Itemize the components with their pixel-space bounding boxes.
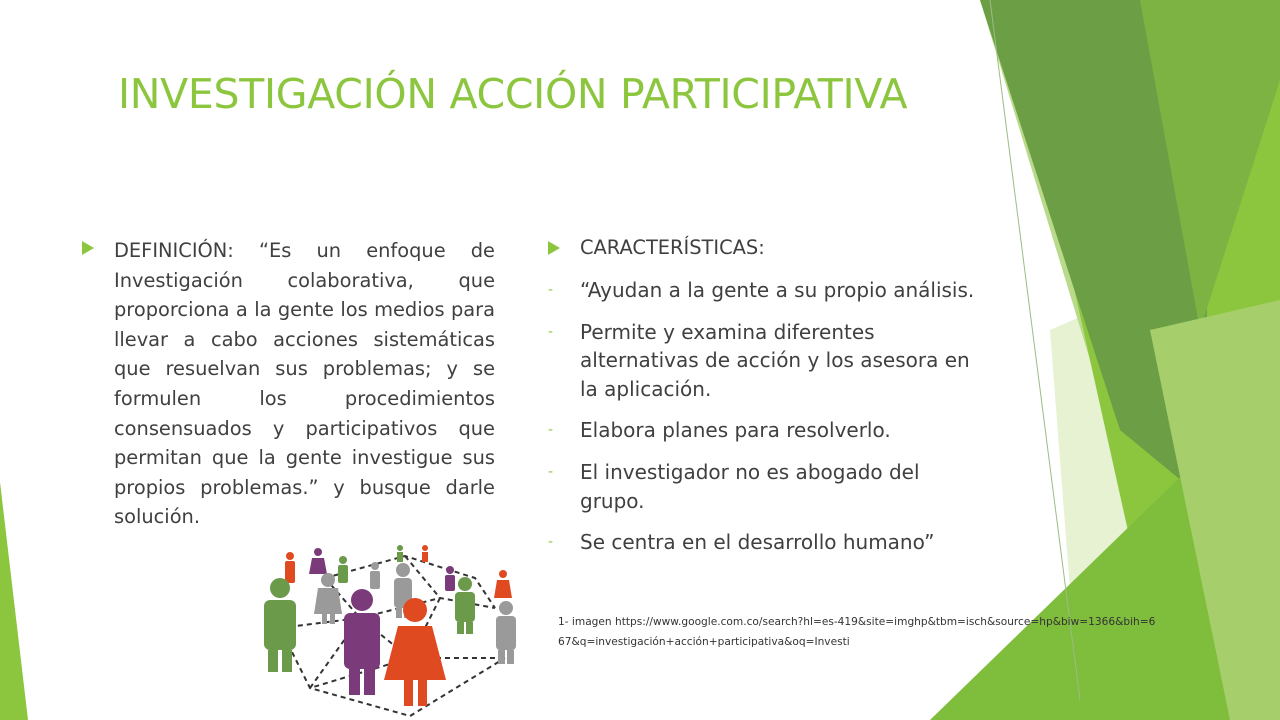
list-item [548, 528, 988, 557]
list-item-text: Elabora planes para resolverlo. [580, 418, 891, 443]
dash-bullet: - [548, 463, 554, 480]
network-lines [280, 556, 505, 716]
definition-text: DEFINICIÓN: “Es un enfoque de Investigación colaborativa, que proporciona a la gente los medios para llevar a cabo acciones sistemáticas que resuelvan sus problemas; y se formulen los procedimientos consensuados y participativos que permitan que la gente investigue sus propios problemas.” y busque darle solución. [114, 239, 495, 529]
dash-bullet: - [548, 534, 554, 551]
dash-bullet: - [548, 422, 554, 439]
characteristics-heading-text: CARACTERÍSTICAS: [580, 236, 765, 259]
characteristics-heading [548, 236, 765, 260]
definition-block [82, 236, 500, 532]
list-item-text: El investigador no es abogado del grupo. [580, 459, 920, 513]
list-item [548, 276, 988, 305]
image-source-footnote: 1- imagen https://www.google.com.co/search?hl=es-419&site=imghp&tbm=isch&source=hp&biw=1366&bih=667&q=investigación+acción+participativa&oq=Investi [558, 616, 1156, 648]
left-corner-triangle [0, 482, 28, 720]
list-item-text: “Ayudan a la gente a su propio análisis. [580, 278, 975, 302]
dash-bullet: - [548, 282, 554, 298]
list-item [548, 318, 988, 404]
people-network-illustration [250, 538, 530, 720]
characteristics-list [548, 276, 988, 570]
slide-title: INVESTIGACIÓN ACCIÓN PARTICIPATIVA [118, 70, 908, 118]
green-person [264, 578, 296, 672]
list-item-text: Permite y examina diferentes alternativas de acción y los asesora en la aplicación. [580, 319, 970, 401]
list-item-text: Se centra en el desarrollo humano” [580, 530, 935, 555]
list-item [548, 416, 988, 445]
orange-person [384, 598, 446, 706]
large-figures [264, 578, 446, 706]
triangle-bullet-icon [548, 241, 560, 255]
dash-bullet: - [548, 323, 554, 340]
list-item [548, 458, 988, 515]
triangle-bullet-icon [82, 241, 94, 255]
